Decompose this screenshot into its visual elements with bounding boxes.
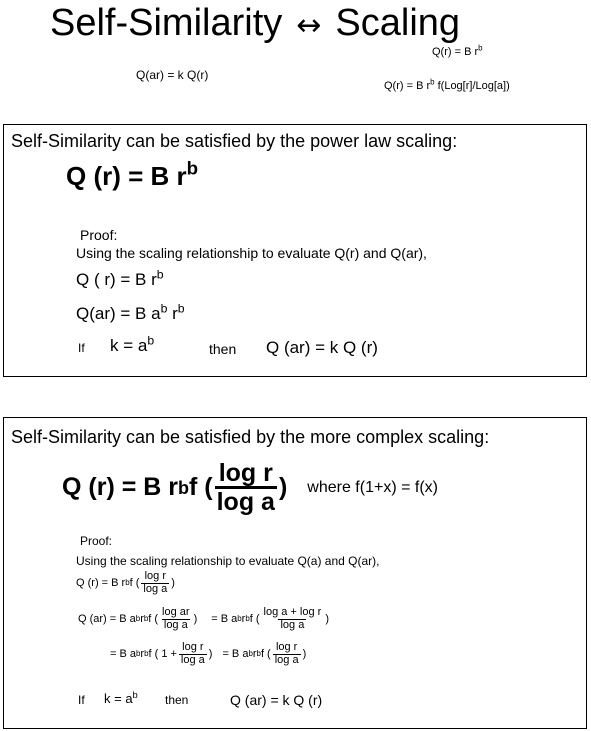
if-label-2: If [78,693,85,707]
then-label-2: then [165,693,189,707]
scaling-equation-1: Q(r) = B $r^b$ [432,43,483,58]
proof-line-2: Q(ar) = B $a^b$ $r^b$ [76,301,185,323]
then-label: then [209,341,237,357]
proof-text-2: Using the scaling relationship to evaluate Q(a) and Q(ar), [76,554,380,568]
proof2-line-3: = B a b r b f ( 1 + $\frac{\text{log r}}{\text{log a}}$ ) = B a b r b f ( $\frac{\text{log r}}{\text{log a}}$ ) [110,641,307,666]
k-condition: $k = a^b$ [110,333,155,355]
proof-line-1: Q ( r) = B $r^b$ [76,267,164,289]
proof2-line-2: Q (ar) = B a b r b f ( $\frac{\text{log ar}}{\text{log a}}$ ) = B a b r b f ( $\frac{\text{log a + log r}}{\text{log a}}$ ) [78,606,329,631]
complex-scaling-heading: Self-Similarity can be satisfied by the more complex scaling: [11,427,490,447]
title-self-similarity: Self-Similarity [50,2,283,44]
log-ratio-fraction: $\frac{\text{log r}}{\text{log a}}$ [216,459,275,517]
page-title [50,2,460,45]
title-scaling: Scaling [335,2,461,44]
complex-scaling-box [3,417,587,729]
power-law-box [3,124,587,377]
proof-label: Proof: [80,227,118,243]
proof-text: Using the scaling relationship to evaluate Q(r) and Q(ar), [76,245,427,261]
complex-main-equation: Q (r) = B r b f ( $\frac{\text{log r}}{\text{log a}}$ ) where f(1+x) = f(x) [62,459,438,517]
scaling-equation-2: Q(r) = B $r^b$ f(Log[r]/Log[a]) [384,77,510,92]
power-law-heading: Self-Similarity can be satisfied by the power law scaling: [11,131,458,151]
double-arrow-icon: ↔ [296,8,322,43]
proof-label-2: Proof: [80,534,113,548]
periodic-condition: where f(1+x) = f(x) [307,478,438,496]
self-similarity-equation: Q(ar) = k Q(r) [136,68,209,82]
result-equation-2: Q (ar) = k Q (r) [230,692,323,708]
proof2-line-1: Q (r) = B r b f ( $\frac{\text{log r}}{\text{log a}}$ ) [76,570,175,595]
result-equation: Q (ar) = k Q (r) [266,338,378,357]
k-condition-2: $k = a^b$ [104,689,138,706]
if-label: If [78,341,85,355]
power-law-main-equation: Q (r) = B $r^b$ [66,157,199,191]
